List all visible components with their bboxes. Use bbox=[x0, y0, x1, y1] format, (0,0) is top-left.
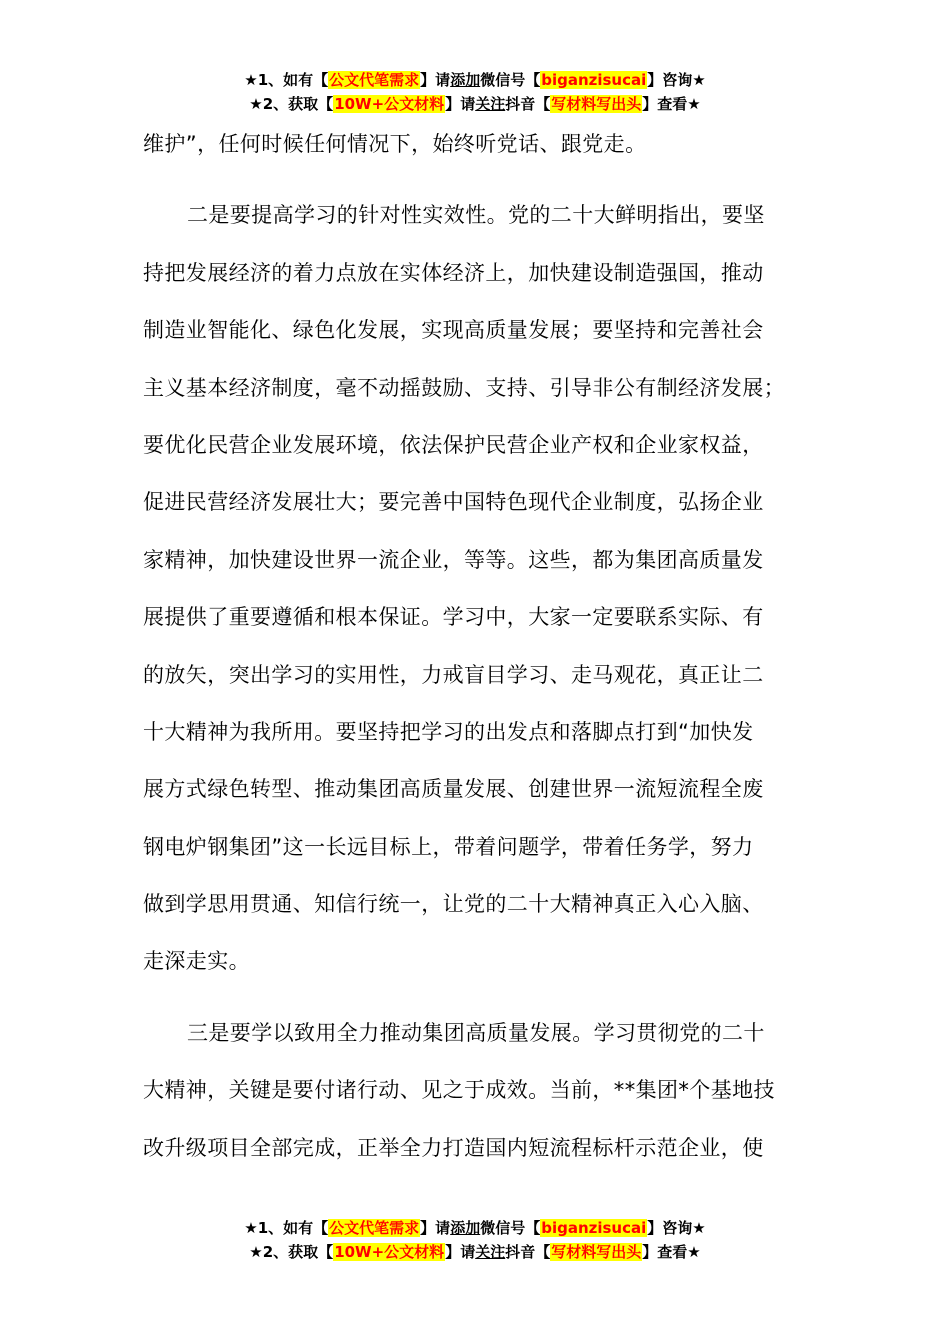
text-line: 二是要提高学习的针对性实效性。党的二十大鲜明指出，要坚 bbox=[187, 203, 765, 228]
banner-line-1 bbox=[0, 68, 950, 92]
banner-text: 抖音【 bbox=[505, 1243, 551, 1261]
banner-line-1 bbox=[0, 1216, 950, 1240]
highlight-wechat-id: biganzisucai bbox=[541, 1219, 647, 1237]
text-line: 主义基本经济制度，毫不动摇鼓励、支持、引导非公有制经济发展； bbox=[143, 375, 785, 400]
highlight-materials: 10W+公文材料 bbox=[334, 1243, 445, 1261]
banner-text: 】咨询★ bbox=[647, 71, 706, 89]
banner-text: 】请 bbox=[445, 1243, 476, 1261]
underlined-follow: 关注 bbox=[475, 1243, 506, 1261]
banner-text: 微信号【 bbox=[480, 71, 541, 89]
banner-text: 抖音【 bbox=[505, 95, 551, 113]
banner-text: 】请 bbox=[420, 71, 451, 89]
text-line: 钢电炉钢集团”这一长远目标上，带着问题学，带着任务学，努力 bbox=[143, 834, 754, 859]
highlight-douyin-id: 写材料写出头 bbox=[551, 1243, 642, 1261]
highlight-materials: 10W+公文材料 bbox=[334, 95, 445, 113]
text-line: 走深走实。 bbox=[143, 949, 250, 974]
banner-text: 】请 bbox=[445, 95, 476, 113]
star-icon: ★ bbox=[244, 71, 258, 89]
document-body bbox=[143, 116, 833, 1177]
text-line: 家精神，加快建设世界一流企业，等等。这些，都为集团高质量发 bbox=[143, 547, 764, 572]
text-line: 改升级项目全部完成，正举全力打造国内短流程标杆示范企业，使 bbox=[143, 1135, 764, 1160]
text-line: 十大精神为我所用。要坚持把学习的出发点和落脚点打到“加快发 bbox=[143, 719, 754, 744]
text-line: 持把发展经济的着力点放在实体经济上，加快建设制造强国，推动 bbox=[143, 260, 764, 285]
paragraph-2 bbox=[143, 187, 833, 990]
underlined-follow: 关注 bbox=[475, 95, 506, 113]
banner-text: 】咨询★ bbox=[647, 1219, 706, 1237]
text-line: 展方式绿色转型、推动集团高质量发展、创建世界一流短流程全废 bbox=[143, 777, 764, 802]
banner-text: 】请 bbox=[420, 1219, 451, 1237]
star-icon: ★ bbox=[244, 1219, 258, 1237]
banner-text: 微信号【 bbox=[480, 1219, 541, 1237]
text-line: 制造业智能化、绿色化发展，实现高质量发展；要坚持和完善社会 bbox=[143, 318, 764, 343]
underlined-add: 添加 bbox=[450, 1219, 481, 1237]
star-icon: ★ bbox=[249, 1243, 263, 1261]
banner-text: 】查看★ bbox=[642, 1243, 701, 1261]
header-banner bbox=[0, 68, 950, 116]
text-line: 维护”，任何时候任何情况下，始终听党话、跟党走。 bbox=[143, 132, 647, 156]
text-line: 大精神，关键是要付诸行动、见之于成效。当前，**集团*个基地技 bbox=[143, 1078, 775, 1103]
banner-line-2 bbox=[0, 92, 950, 116]
highlight-wechat-id: biganzisucai bbox=[541, 71, 647, 89]
text-line: 的放矢，突出学习的实用性，力戒盲目学习、走马观花，真正让二 bbox=[143, 662, 764, 687]
paragraph-1 bbox=[143, 116, 833, 173]
highlight-douyin-id: 写材料写出头 bbox=[551, 95, 642, 113]
text-line: 三是要学以致用全力推动集团高质量发展。学习贯彻党的二十 bbox=[187, 1020, 765, 1045]
text-line: 促进民营经济发展壮大；要完善中国特色现代企业制度，弘扬企业 bbox=[143, 490, 764, 515]
banner-text: 1、如有【 bbox=[257, 1219, 329, 1237]
footer-banner bbox=[0, 1216, 950, 1264]
text-line: 展提供了重要遵循和根本保证。学习中，大家一定要联系实际、有 bbox=[143, 605, 764, 630]
banner-text: 2、获取【 bbox=[262, 95, 334, 113]
underlined-add: 添加 bbox=[450, 71, 481, 89]
text-line: 要优化民营企业发展环境，依法保护民营企业产权和企业家权益， bbox=[143, 432, 764, 457]
paragraph-3 bbox=[143, 1005, 833, 1177]
text-line: 做到学思用贯通、知信行统一，让党的二十大精神真正入心入脑、 bbox=[143, 892, 764, 917]
banner-text: 1、如有【 bbox=[257, 71, 329, 89]
highlight-service: 公文代笔需求 bbox=[329, 71, 420, 89]
star-icon: ★ bbox=[249, 95, 263, 113]
highlight-service: 公文代笔需求 bbox=[329, 1219, 420, 1237]
banner-text: 2、获取【 bbox=[262, 1243, 334, 1261]
banner-text: 】查看★ bbox=[642, 95, 701, 113]
banner-line-2 bbox=[0, 1240, 950, 1264]
